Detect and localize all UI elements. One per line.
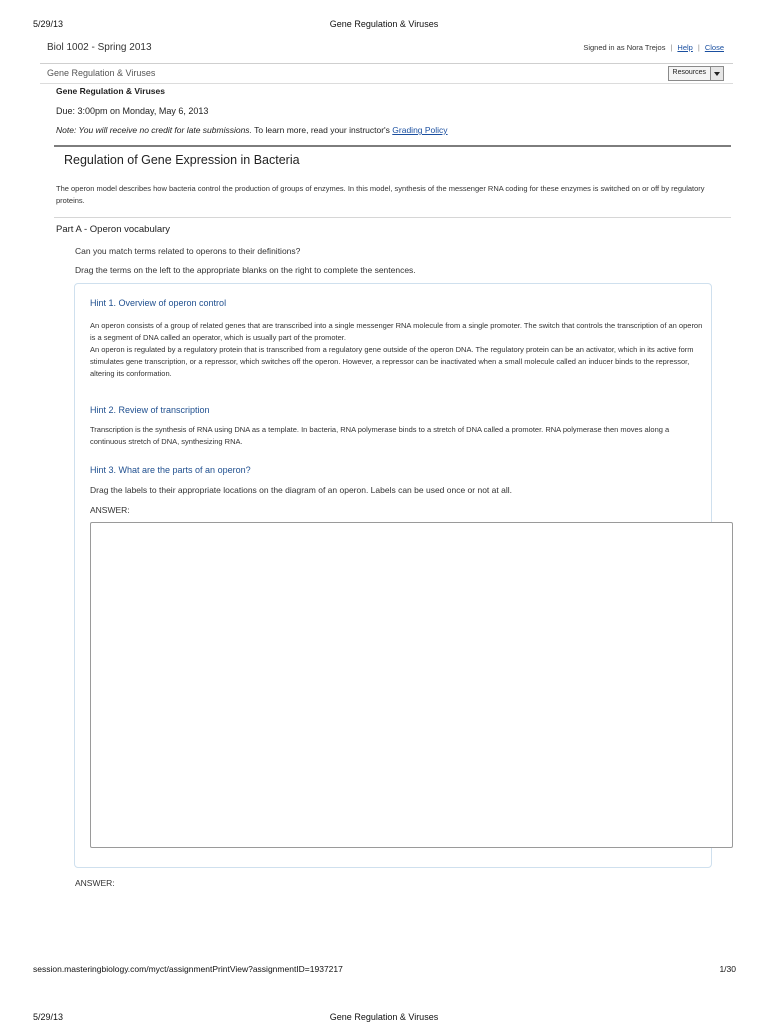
late-note-italic: Note: You will receive no credit for late submissions. — [56, 125, 252, 135]
breadcrumb[interactable]: Gene Regulation & Viruses — [47, 68, 156, 78]
hint-3-answer-label: ANSWER: — [90, 505, 130, 515]
operon-diagram-answer-area[interactable] — [90, 522, 733, 848]
close-link[interactable]: Close — [704, 43, 724, 52]
separator: | — [670, 43, 673, 52]
print-title: Gene Regulation & Viruses — [329, 1012, 439, 1022]
page-number: 1/30 — [719, 964, 736, 974]
part-a-question: Can you match terms related to operons to their definitions? — [75, 246, 301, 256]
due-date: Due: 3:00pm on Monday, May 6, 2013 — [56, 106, 209, 116]
part-a-instruction: Drag the terms on the left to the appropriate blanks on the right to complete the sentences. — [75, 265, 416, 275]
breadcrumb-row — [47, 66, 724, 82]
assignment-name: Gene Regulation & Viruses — [56, 86, 165, 96]
user-links — [583, 43, 724, 52]
hint-2-title[interactable]: Hint 2. Review of transcription — [90, 405, 210, 415]
footer-url: session.masteringbiology.com/myct/assignmentPrintView?assignmentID=1937217 — [33, 964, 343, 974]
help-link[interactable]: Help — [677, 43, 693, 52]
print-header — [33, 19, 735, 33]
chevron-down-icon — [710, 67, 723, 80]
print-title: Gene Regulation & Viruses — [329, 19, 439, 29]
late-note-text: To learn more, read your instructor's — [251, 125, 393, 135]
print-header-next-page — [33, 1012, 735, 1024]
part-a-title: Part A - Operon vocabulary — [56, 224, 171, 235]
hint-2-body: Transcription is the synthesis of RNA using DNA as a template. In bacteria, RNA polymerase binds to a stretch of DNA called a promoter. RNA polymerase then moves along a continuous stretch of DNA, synthesizing RNA. — [90, 425, 670, 446]
late-note — [56, 125, 448, 135]
section-divider — [54, 145, 731, 147]
hint-1-title[interactable]: Hint 1. Overview of operon control — [90, 298, 227, 308]
section-title: Regulation of Gene Expression in Bacteria — [64, 153, 300, 167]
divider — [54, 217, 731, 218]
divider — [40, 63, 733, 64]
part-a-answer-label: ANSWER: — [75, 878, 115, 888]
hint-1-paragraph-2: An operon is regulated by a regulatory protein that is transcribed from a regulatory gene outside of the operon DNA. The regulatory protein can be an activator, which in its active form stimulates gene transcription, or a repressor, which switches off the operon. However, a repressor can be inactivated when a small molecule called an inducer binds to the repressor, altering its conformation. — [90, 345, 694, 378]
course-bar — [47, 42, 724, 58]
print-date: 5/29/13 — [33, 19, 64, 29]
hint-3-body: Drag the labels to their appropriate locations on the diagram of an operon. Labels can be used once or not at all. — [90, 485, 512, 495]
hint-1-body — [90, 320, 704, 380]
print-date: 5/29/13 — [33, 1012, 64, 1022]
grading-policy-link[interactable]: Grading Policy — [392, 125, 448, 135]
section-intro: The operon model describes how bacteria control the production of groups of enzymes. In this model, synthesis of the messenger RNA coding for these enzymes is switched on or off by regulatory proteins. — [56, 184, 705, 205]
divider — [40, 83, 733, 84]
resources-dropdown[interactable] — [668, 66, 724, 81]
hint-3-title[interactable]: Hint 3. What are the parts of an operon? — [90, 465, 251, 475]
resources-label: Resources — [672, 69, 706, 76]
hint-1-paragraph: An operon consists of a group of related genes that are transcribed into a single messenger RNA molecule from a single promoter. The switch that controls the transcription of an operon is a segment of DNA called an operator, which is usually part of the promoter. — [90, 321, 703, 342]
signed-in-text: Signed in as Nora Trejos — [583, 43, 666, 52]
course-title: Biol 1002 - Spring 2013 — [47, 42, 152, 53]
separator: | — [697, 43, 700, 52]
